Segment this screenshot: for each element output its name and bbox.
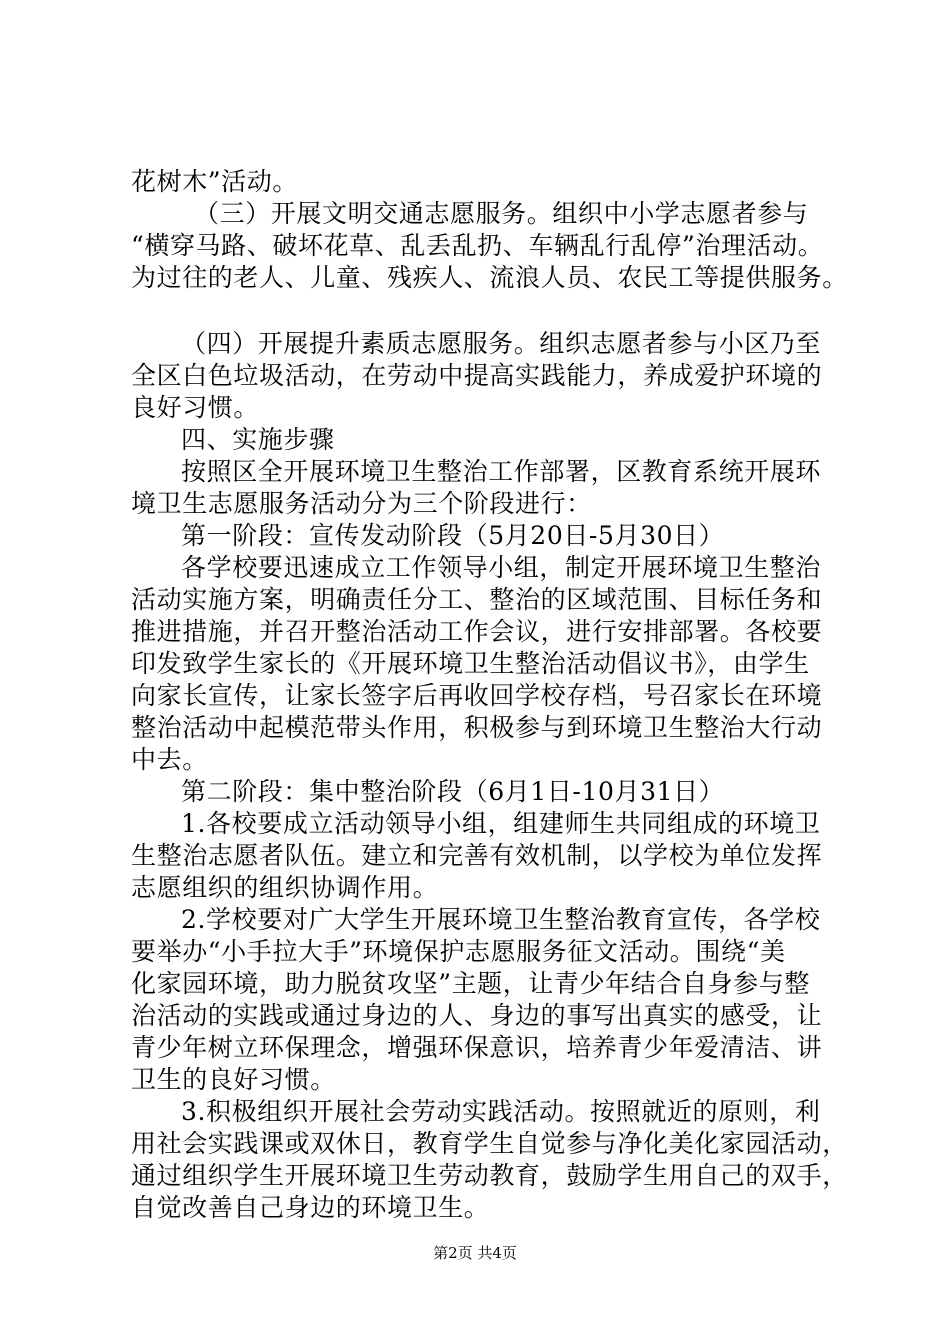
page-footer: 第2页 共4页 bbox=[433, 1244, 517, 1262]
text-line: 全区白色垃圾活动，在劳动中提高实践能力，养成爱护环境的 bbox=[131, 361, 823, 390]
text-line: （四）开展提升素质志愿服务。组织志愿者参与小区乃至 bbox=[181, 329, 822, 358]
text-line: 境卫生志愿服务活动分为三个阶段进行： bbox=[131, 489, 592, 518]
text-line: 要举办“小手拉大手”环境保护志愿服务征文活动。围绕“美 bbox=[131, 937, 786, 966]
text-line: 生整治志愿者队伍。建立和完善有效机制，以学校为单位发挥 bbox=[131, 841, 823, 870]
text-line: “横穿马路、破坏花草、乱丢乱扔、车辆乱行乱停”治理活动。 bbox=[131, 231, 824, 260]
text-line: 自觉改善自己身边的环境卫生。 bbox=[131, 1193, 490, 1222]
text-line: 向家长宣传，让家长签字后再收回学校存档，号召家长在环境 bbox=[131, 681, 823, 710]
text-line: 按照区全开展环境卫生整治工作部署，区教育系统开展环 bbox=[181, 457, 822, 486]
text-line: 活动实施方案，明确责任分工、整治的区域范围、目标任务和 bbox=[131, 585, 823, 614]
stage-heading: 第二阶段：集中整治阶段（6月1日-10月31日） bbox=[181, 777, 725, 806]
text-line: 印发致学生家长的《开展环境卫生整治活动倡议书》，由学生 bbox=[131, 649, 810, 678]
text-line: 1.各校要成立活动领导小组，组建师生共同组成的环境卫 bbox=[181, 809, 821, 838]
text-line: 推进措施，并召开整治活动工作会议，进行安排部署。各校要 bbox=[131, 617, 823, 646]
text-line: 良好习惯。 bbox=[131, 393, 260, 422]
text-line: 2.学校要对广大学生开展环境卫生整治教育宣传，各学校 bbox=[181, 905, 821, 934]
paragraph-gap bbox=[131, 294, 851, 328]
section-heading: 四、实施步骤 bbox=[181, 425, 335, 454]
text-line: 化家园环境，助力脱贫攻坚”主题，让青少年结合自身参与整 bbox=[131, 969, 810, 998]
stage-heading: 第一阶段：宣传发动阶段（5月20日-5月30日） bbox=[181, 521, 725, 550]
text-line: 3.积极组织开展社会劳动实践活动。按照就近的原则，利 bbox=[181, 1097, 821, 1126]
text-line: 治活动的实践或通过身边的人、身边的事写出真实的感受，让 bbox=[131, 1001, 823, 1030]
text-line: 为过往的老人、儿童、残疾人、流浪人员、农民工等提供服务。 bbox=[131, 263, 848, 292]
text-line: 各学校要迅速成立工作领导小组，制定开展环境卫生整治 bbox=[181, 553, 822, 582]
text-line: 用社会实践课或双休日，教育学生自觉参与净化美化家园活动， bbox=[131, 1129, 848, 1158]
text-line: 中去。 bbox=[131, 745, 208, 774]
text-line: 花树木”活动。 bbox=[131, 167, 298, 196]
text-line: 通过组织学生开展环境卫生劳动教育，鼓励学生用自己的双手， bbox=[131, 1161, 848, 1190]
text-line: （三）开展文明交通志愿服务。组织中小学志愿者参与 bbox=[194, 199, 809, 228]
document-body bbox=[131, 166, 851, 1224]
text-line: 整治活动中起模范带头作用，积极参与到环境卫生整治大行动 bbox=[131, 713, 823, 742]
text-line: 青少年树立环保理念，增强环保意识，培养青少年爱清洁、讲 bbox=[131, 1033, 823, 1062]
text-line: 志愿组织的组织协调作用。 bbox=[131, 873, 439, 902]
text-line: 卫生的良好习惯。 bbox=[131, 1065, 336, 1094]
